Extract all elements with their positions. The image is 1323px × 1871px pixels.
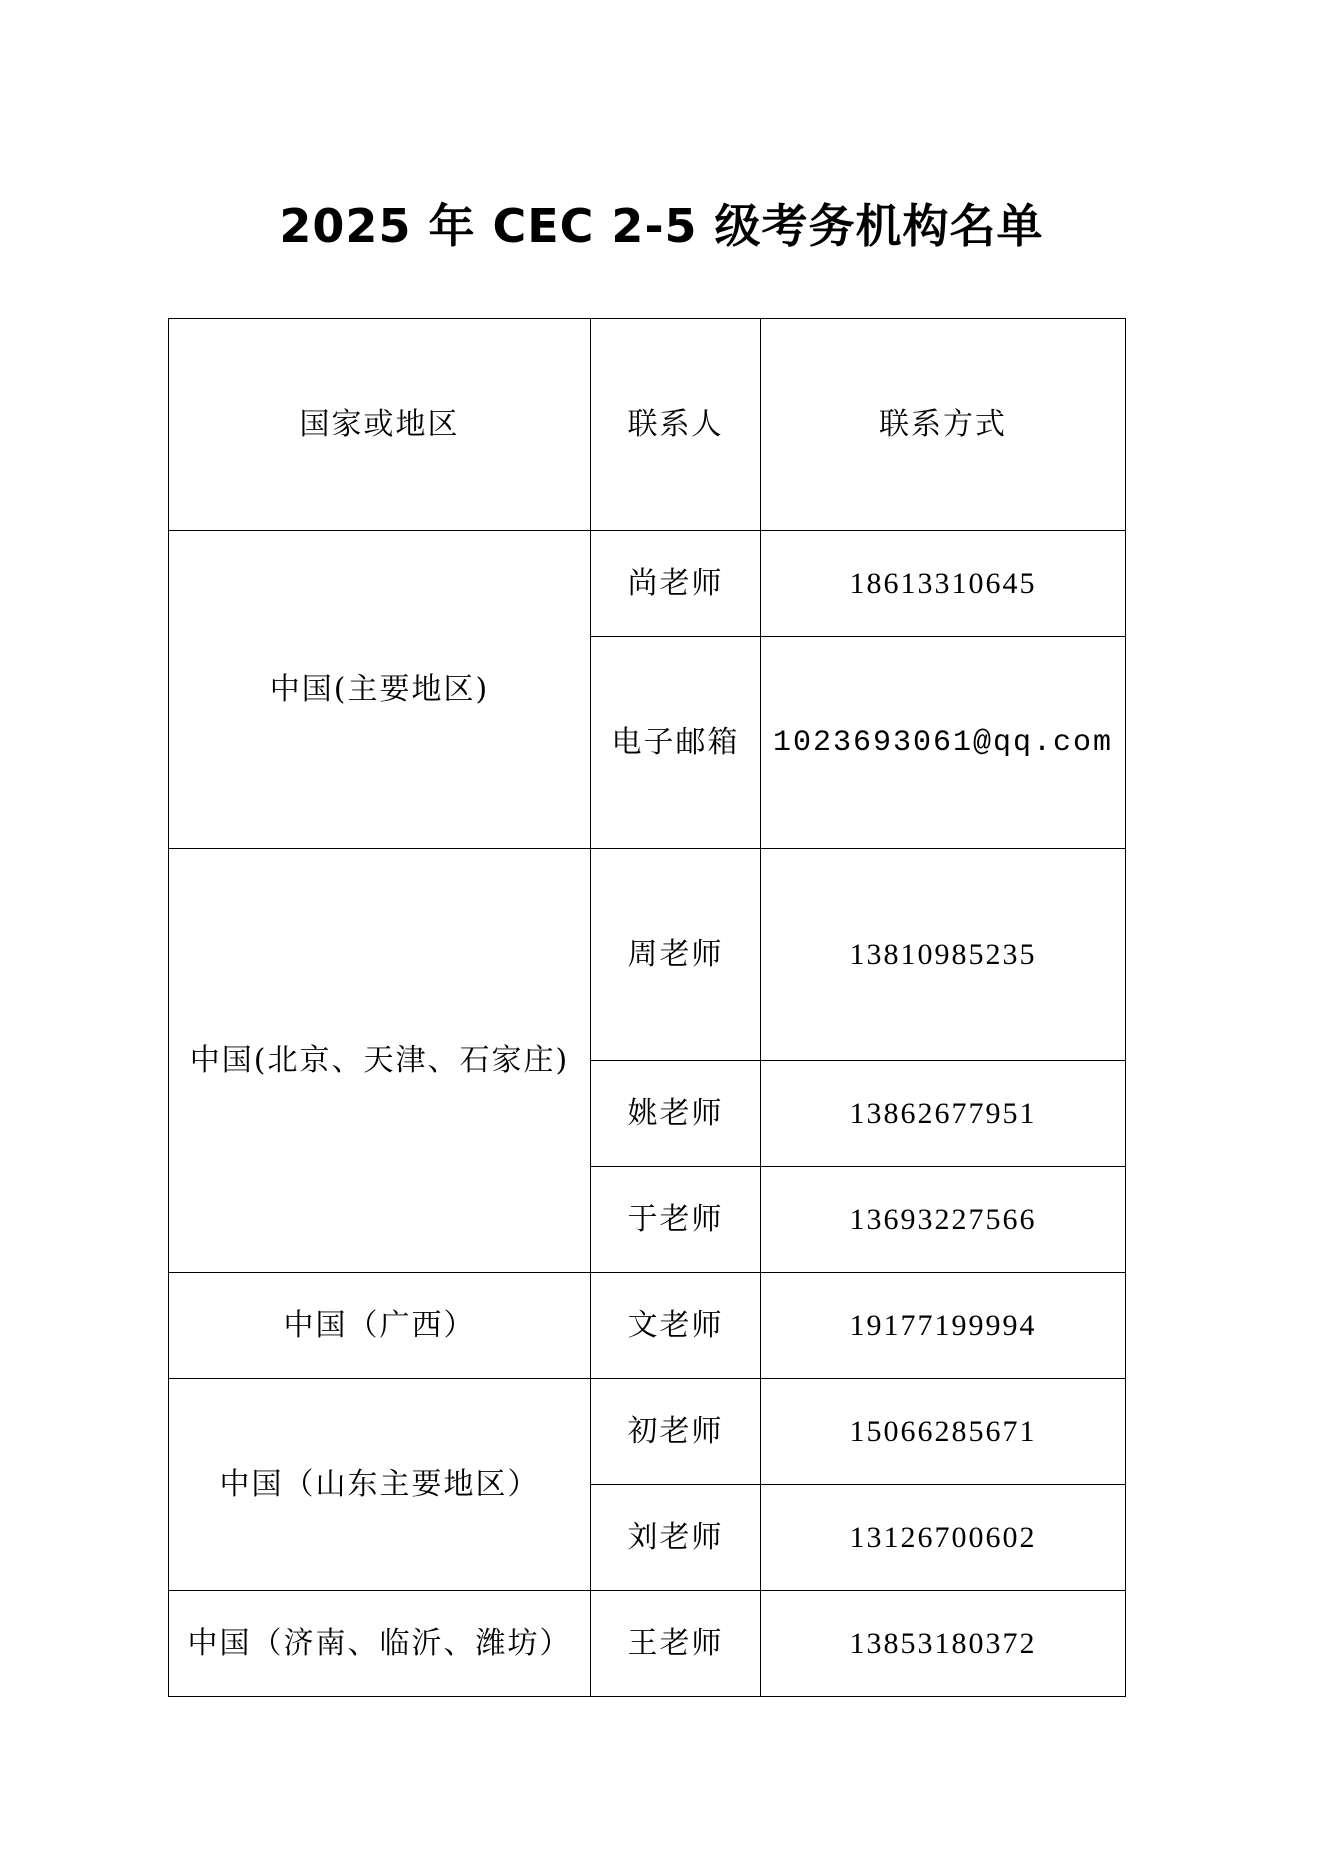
- person-cell: 周老师: [591, 849, 761, 1061]
- phone-cell: 13693227566: [761, 1167, 1126, 1273]
- phone-cell: 18613310645: [761, 531, 1126, 637]
- header-person: 联系人: [591, 319, 761, 531]
- header-region: 国家或地区: [169, 319, 591, 531]
- table-row: [169, 1273, 1126, 1379]
- phone-cell: 13810985235: [761, 849, 1126, 1061]
- phone-cell: 13853180372: [761, 1591, 1126, 1697]
- person-cell: 文老师: [591, 1273, 761, 1379]
- phone-cell: 13862677951: [761, 1061, 1126, 1167]
- phone-cell: 19177199994: [761, 1273, 1126, 1379]
- table-header-row: [169, 319, 1126, 531]
- region-cell: 中国（济南、临沂、潍坊）: [169, 1591, 591, 1697]
- phone-cell: 13126700602: [761, 1485, 1126, 1591]
- contact-table: [168, 318, 1126, 1697]
- person-cell: 电子邮箱: [591, 637, 761, 849]
- phone-cell: 15066285671: [761, 1379, 1126, 1485]
- table-row: [169, 531, 1126, 637]
- table-row: [169, 849, 1126, 1061]
- person-cell: 于老师: [591, 1167, 761, 1273]
- header-contact: 联系方式: [761, 319, 1126, 531]
- region-cell: 中国（山东主要地区）: [169, 1379, 591, 1591]
- person-cell: 尚老师: [591, 531, 761, 637]
- region-cell: 中国(北京、天津、石家庄): [169, 849, 591, 1273]
- region-cell: 中国（广西）: [169, 1273, 591, 1379]
- person-cell: 王老师: [591, 1591, 761, 1697]
- email-cell: 1023693061@qq.com: [761, 637, 1126, 849]
- person-cell: 刘老师: [591, 1485, 761, 1591]
- page-title: 2025 年 CEC 2-5 级考务机构名单: [279, 199, 1044, 253]
- person-cell: 姚老师: [591, 1061, 761, 1167]
- region-cell: 中国(主要地区): [169, 531, 591, 849]
- person-cell: 初老师: [591, 1379, 761, 1485]
- table-row: [169, 1591, 1126, 1697]
- table-row: [169, 1379, 1126, 1485]
